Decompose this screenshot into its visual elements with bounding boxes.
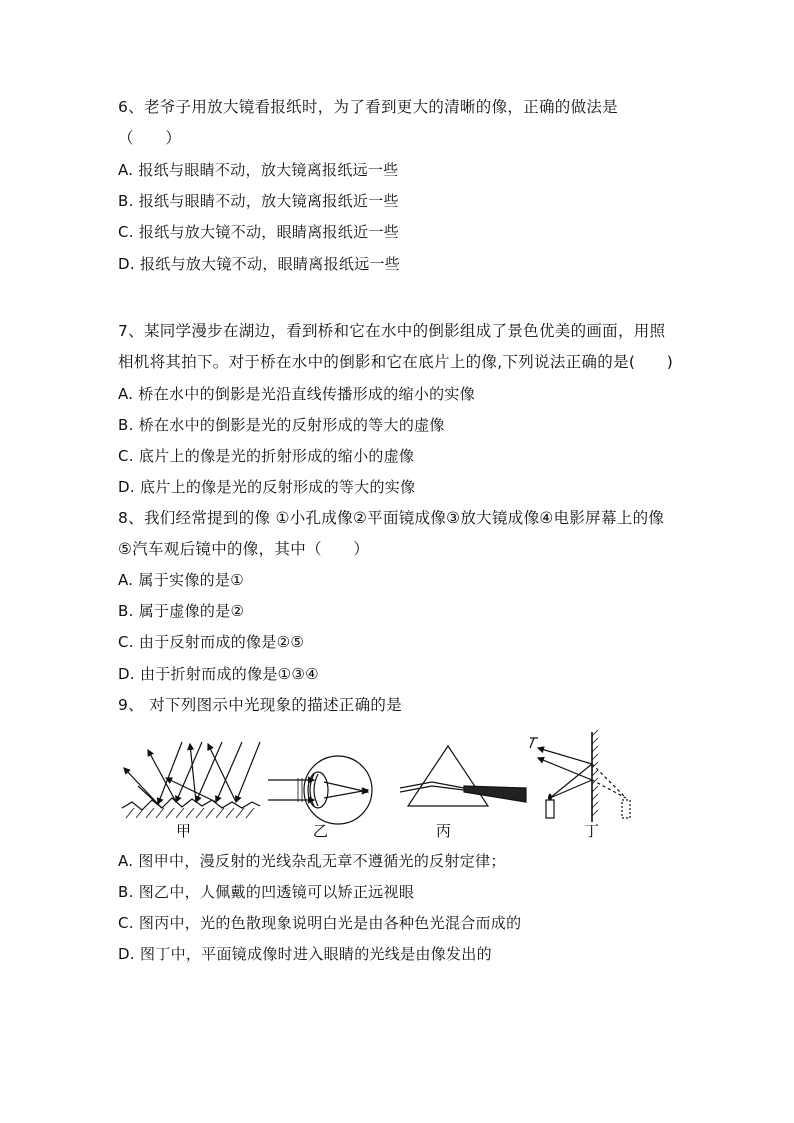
q6-option-a: A. 报纸与眼睛不动，放大镜离报纸远一些 [118, 161, 399, 179]
figure-label-ding: 丁 [584, 822, 600, 840]
q9-figure-svg [118, 728, 638, 840]
q9-option-b: B. 图乙中，人佩戴的凹透镜可以矫正远视眼 [118, 883, 415, 901]
q6-stem-line1: 6、老爷子用放大镜看报纸时，为了看到更大的清晰的像，正确的做法是 [118, 98, 618, 116]
figure-ding-plane-mirror [530, 730, 630, 822]
q9-option-c: C. 图丙中，光的色散现象说明白光是由各种色光混合而成的 [118, 914, 522, 932]
q7-option-c: C. 底片上的像是光的折射形成的缩小的虚像 [118, 447, 415, 465]
q7-option-b: B. 桥在水中的倒影是光的反射形成的等大的虚像 [118, 416, 445, 434]
figure-yi-eye-lens [268, 756, 372, 824]
q9-figures [118, 728, 638, 840]
q7-stem-line2: 相机将其拍下。对于桥在水中的倒影和它在底片上的像,下列说法正确的是( ) [118, 353, 674, 371]
figure-label-yi: 乙 [313, 822, 329, 840]
q7-option-a: A. 桥在水中的倒影是光沿直线传播形成的缩小的实像 [118, 385, 476, 403]
q6-option-d: D. 报纸与放大镜不动，眼睛离报纸远一些 [118, 255, 401, 273]
q8-option-a: A. 属于实像的是① [118, 571, 244, 589]
q7-stem-line1: 7、某同学漫步在湖边，看到桥和它在水中的倒影组成了景色优美的画面，用照 [118, 322, 666, 340]
figure-label-jia: 甲 [176, 822, 192, 840]
q9-stem: 9、 对下列图示中光现象的描述正确的是 [118, 696, 402, 714]
q8-option-d: D. 由于折射而成的像是①③④ [118, 665, 319, 683]
figure-jia-diffuse-reflection [122, 742, 260, 818]
figure-bing-prism [400, 746, 526, 806]
q9-option-a: A. 图甲中，漫反射的光线杂乱无章不遵循光的反射定律； [118, 852, 506, 870]
q7-option-d: D. 底片上的像是光的反射形成的等大的实像 [118, 478, 416, 496]
q6-option-c: C. 报纸与放大镜不动，眼睛离报纸近一些 [118, 223, 400, 241]
q8-option-c: C. 由于反射而成的像是②⑤ [118, 633, 305, 651]
q8-stem-line2: ⑤汽车观后镜中的像，其中（ ） [118, 540, 370, 558]
q6-option-b: B. 报纸与眼睛不动，放大镜离报纸近一些 [118, 192, 399, 210]
q9-option-d: D. 图丁中，平面镜成像时进入眼睛的光线是由像发出的 [118, 945, 492, 963]
q8-option-b: B. 属于虚像的是② [118, 602, 245, 620]
q6-stem-line2: （ ） [118, 129, 182, 147]
q8-stem-line1: 8、我们经常提到的像 ①小孔成像②平面镜成像③放大镜成像④电影屏幕上的像 [118, 509, 665, 527]
figure-label-bing: 丙 [436, 822, 452, 840]
